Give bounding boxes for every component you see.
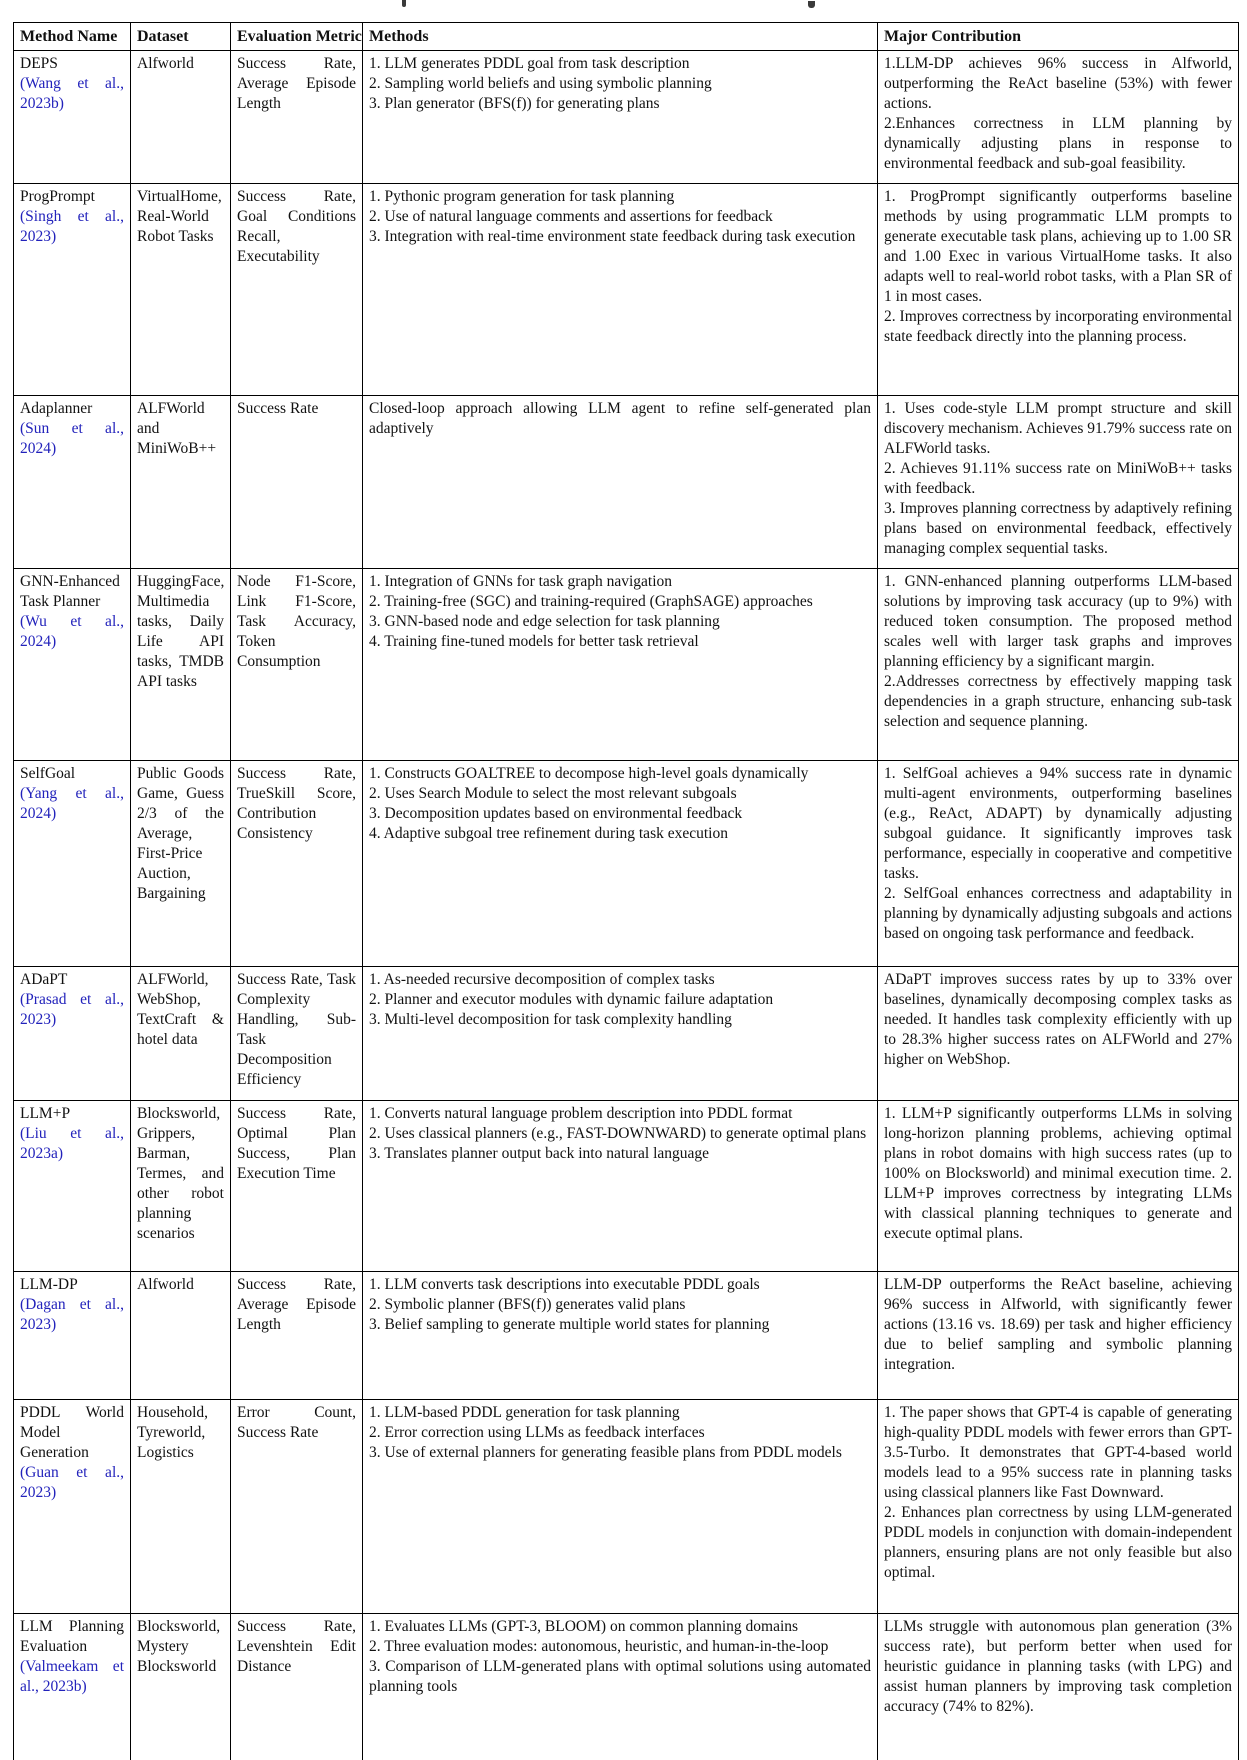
column-header-methods: Methods <box>363 23 878 51</box>
major-contribution-cell <box>878 1614 1239 1760</box>
cell-paragraph: 3. Use of external planners for generating feasible plans from PDDL models <box>369 1444 842 1461</box>
method-name-cell <box>14 1400 131 1614</box>
cell-paragraph: 1. As-needed recursive decomposition of complex tasks <box>369 971 715 988</box>
dataset-cell: Alfworld <box>131 51 231 184</box>
cell-paragraph: 2. Sampling world beliefs and using symbolic planning <box>369 75 712 92</box>
methods-cell <box>363 761 878 967</box>
method-name-cell <box>14 569 131 761</box>
cell-paragraph: 2. Symbolic planner (BFS(f)) generates valid plans <box>369 1296 686 1313</box>
citation-link[interactable]: (Singh et al., 2023) <box>20 208 124 245</box>
cell-paragraph: 1.LLM-DP achieves 96% success in Alfworld, outperforming the ReAct baseline (53%) with fewer actions. <box>884 55 1232 112</box>
citation-link[interactable]: (Valmeekam et al., 2023b) <box>20 1658 124 1695</box>
cell-paragraph: 2. Error correction using LLMs as feedback interfaces <box>369 1424 705 1441</box>
methods-cell <box>363 184 878 396</box>
citation-link[interactable]: (Dagan et al., 2023) <box>20 1296 124 1333</box>
method-name-cell <box>14 396 131 569</box>
evaluation-metric-cell: Error Count, Success Rate <box>231 1400 363 1614</box>
citation-link[interactable]: (Guan et al., 2023) <box>20 1464 124 1501</box>
cell-paragraph: LLMs struggle with autonomous plan generation (3% success rate), but perform better when used for heuristic guidance in planning tasks (with LPG) and assist human planners by improving task completion accuracy (74% to 82%). <box>884 1618 1232 1715</box>
cell-paragraph: 1. Uses code-style LLM prompt structure and skill discovery mechanism. Achieves 91.79% success rate on ALFWorld tasks. <box>884 400 1232 457</box>
cell-paragraph: Closed-loop approach allowing LLM agent to refine self-generated plan adaptively <box>369 400 871 437</box>
cell-paragraph: 3. Comparison of LLM-generated plans with optimal solutions using automated planning tools <box>369 1658 871 1695</box>
method-name: DEPS <box>20 55 58 72</box>
evaluation-metric-cell: Success Rate, TrueSkill Score, Contribution Consistency <box>231 761 363 967</box>
citation-link[interactable]: (Sun et al., 2024) <box>20 420 124 457</box>
dataset-cell: HuggingFace, Multimedia tasks, Daily Life API tasks, TMDB API tasks <box>131 569 231 761</box>
cell-paragraph: 1. Integration of GNNs for task graph navigation <box>369 573 673 590</box>
major-contribution-cell <box>878 1272 1239 1400</box>
cell-paragraph: 3. Belief sampling to generate multiple world states for planning <box>369 1316 770 1333</box>
methods-cell <box>363 1400 878 1614</box>
cell-paragraph: 1. Constructs GOALTREE to decompose high-level goals dynamically <box>369 765 809 782</box>
dataset-cell: Alfworld <box>131 1272 231 1400</box>
major-contribution-cell <box>878 967 1239 1101</box>
cropped-caption-fragment <box>402 0 406 7</box>
dataset-cell: Household, Tyreworld, Logistics <box>131 1400 231 1614</box>
table-row <box>14 51 1239 184</box>
method-name: Adaplanner <box>20 400 93 417</box>
cell-paragraph: 3. Improves planning correctness by adaptively refining plans based on environmental feedback, effectively managing complex sequential tasks. <box>884 500 1232 557</box>
cell-paragraph: 1. LLM-based PDDL generation for task planning <box>369 1404 680 1421</box>
table-row <box>14 761 1239 967</box>
cell-paragraph: 3. Multi-level decomposition for task complexity handling <box>369 1011 732 1028</box>
column-header-evaluation-metric: Evaluation Metric <box>231 23 363 51</box>
major-contribution-cell <box>878 184 1239 396</box>
evaluation-metric-cell: Success Rate, Levenshtein Edit Distance <box>231 1614 363 1760</box>
method-name-cell <box>14 967 131 1101</box>
method-name-cell <box>14 761 131 967</box>
method-name-cell <box>14 51 131 184</box>
cell-paragraph: 2. Use of natural language comments and assertions for feedback <box>369 208 773 225</box>
table-header <box>14 23 1239 51</box>
cell-paragraph: LLM-DP outperforms the ReAct baseline, achieving 96% success in Alfworld, with significantly fewer actions (13.16 vs. 18.69) per task and higher efficiency due to belief sampling and symbolic planning integration. <box>884 1276 1232 1373</box>
evaluation-metric-cell: Success Rate, Average Episode Length <box>231 51 363 184</box>
methods-cell <box>363 396 878 569</box>
dataset-cell: Blocksworld, Grippers, Barman, Termes, and other robot planning scenarios <box>131 1101 231 1272</box>
cell-paragraph: 1. GNN-enhanced planning outperforms LLM-based solutions by improving task accuracy (up to 9%) with reduced token consumption. The proposed method scales well with larger task graphs and improves planning efficiency by a significant margin. <box>884 573 1232 670</box>
method-name: ADaPT <box>20 971 68 988</box>
methods-cell <box>363 1272 878 1400</box>
methods-cell <box>363 967 878 1101</box>
cell-paragraph: 2. Three evaluation modes: autonomous, heuristic, and human-in-the-loop <box>369 1638 829 1655</box>
method-name: GNN-Enhanced Task Planner <box>20 573 120 610</box>
cell-paragraph: 2. Improves correctness by incorporating environmental state feedback directly into the planning process. <box>884 308 1232 345</box>
table-row <box>14 1272 1239 1400</box>
method-name-cell <box>14 184 131 396</box>
header-row <box>14 23 1239 51</box>
cell-paragraph: 1. ProgPrompt significantly outperforms baseline methods by using programmatic LLM prompts to generate executable task plans, achieving up to 1.00 SR and 1.00 Exec in various VirtualHome tasks. It also adapts well to real-world robot tasks, with a Plan SR of 1 in most cases. <box>884 188 1232 305</box>
cell-paragraph: 1. LLM converts task descriptions into executable PDDL goals <box>369 1276 760 1293</box>
table-row <box>14 967 1239 1101</box>
evaluation-metric-cell: Success Rate, Goal Conditions Recall, Executability <box>231 184 363 396</box>
citation-link[interactable]: (Wang et al., 2023b) <box>20 75 124 112</box>
table-row <box>14 1101 1239 1272</box>
cell-paragraph: 2. Training-free (SGC) and training-required (GraphSAGE) approaches <box>369 593 813 610</box>
cell-paragraph: 2.Enhances correctness in LLM planning by dynamically adjusting plans in response to environmental feedback and sub-goal feasibility. <box>884 115 1232 172</box>
citation-link[interactable]: (Wu et al., 2024) <box>20 613 124 650</box>
method-name: ProgPrompt <box>20 188 95 205</box>
cell-paragraph: 3. Integration with real-time environment state feedback during task execution <box>369 228 856 245</box>
method-name: PDDL World Model Generation <box>20 1404 124 1461</box>
major-contribution-cell <box>878 1400 1239 1614</box>
column-header-major-contribution: Major Contribution <box>878 23 1239 51</box>
cell-paragraph: ADaPT improves success rates by up to 33% over baselines, dynamically decomposing complex tasks as needed. It handles task complexity efficiently with up to 28.3% higher success rates on ALFWorld and 27% higher on WebShop. <box>884 971 1232 1068</box>
major-contribution-cell <box>878 396 1239 569</box>
methods-cell <box>363 569 878 761</box>
citation-link[interactable]: (Prasad et al., 2023) <box>20 991 124 1028</box>
table-row <box>14 569 1239 761</box>
table-row <box>14 184 1239 396</box>
cell-paragraph: 1. Evaluates LLMs (GPT-3, BLOOM) on common planning domains <box>369 1618 799 1635</box>
evaluation-metric-cell: Node F1-Score, Link F1-Score, Task Accuracy, Token Consumption <box>231 569 363 761</box>
evaluation-metric-cell: Success Rate, Average Episode Length <box>231 1272 363 1400</box>
method-name-cell <box>14 1272 131 1400</box>
cell-paragraph: 2. SelfGoal enhances correctness and adaptability in planning by dynamically adjusting subgoals and actions based on ongoing task performance and feedback. <box>884 885 1232 942</box>
major-contribution-cell <box>878 51 1239 184</box>
evaluation-metric-cell: Success Rate <box>231 396 363 569</box>
table-row <box>14 1400 1239 1614</box>
column-header-dataset: Dataset <box>131 23 231 51</box>
methods-cell <box>363 51 878 184</box>
method-name: LLM-DP <box>20 1276 78 1293</box>
cell-paragraph: 3. Plan generator (BFS(f)) for generating plans <box>369 95 660 112</box>
cell-paragraph: 2. Planner and executor modules with dynamic failure adaptation <box>369 991 774 1008</box>
cell-paragraph: 1. The paper shows that GPT-4 is capable of generating high-quality PDDL models with fewer errors than GPT-3.5-Turbo. It demonstrates that GPT-4-based world models lead to a 95% success rate in planning tasks using classical planners like Fast Downward. <box>884 1404 1232 1501</box>
cell-paragraph: 3. Translates planner output back into natural language <box>369 1145 710 1162</box>
evaluation-metric-cell: Success Rate, Task Complexity Handling, Sub-Task Decomposition Efficiency <box>231 967 363 1101</box>
methods-survey-table <box>13 22 1239 1760</box>
methods-cell <box>363 1101 878 1272</box>
cell-paragraph: 1. LLM generates PDDL goal from task description <box>369 55 690 72</box>
dataset-cell: VirtualHome, Real-World Robot Tasks <box>131 184 231 396</box>
method-name: SelfGoal <box>20 765 76 782</box>
cropped-caption-fragment <box>808 1 815 8</box>
cell-paragraph: 2. Uses Search Module to select the most relevant subgoals <box>369 785 737 802</box>
cell-paragraph: 2.Addresses correctness by effectively mapping task dependencies in a graph structure, enhancing sub-task selection and sequence planning. <box>884 673 1232 730</box>
cell-paragraph: 3. Decomposition updates based on environmental feedback <box>369 805 743 822</box>
cell-paragraph: 1. SelfGoal achieves a 94% success rate in dynamic multi-agent environments, outperforming baselines (e.g., ReAct, ADAPT) by dynamically adjusting subgoal guidance. It significantly improves task performance, especially in cooperative and competitive tasks. <box>884 765 1232 882</box>
method-name-cell <box>14 1101 131 1272</box>
cell-paragraph: 2. Achieves 91.11% success rate on MiniWoB++ tasks with feedback. <box>884 460 1232 497</box>
cell-paragraph: 2. Uses classical planners (e.g., FAST-DOWNWARD) to generate optimal plans <box>369 1125 867 1142</box>
cell-paragraph: 2. Enhances plan correctness by using LLM-generated PDDL models in conjunction with domain-independent planners, ensuring plans are not only feasible but also optimal. <box>884 1504 1232 1581</box>
table-body <box>14 51 1239 1760</box>
cell-paragraph: 3. GNN-based node and edge selection for task planning <box>369 613 720 630</box>
method-name: LLM+P <box>20 1105 71 1122</box>
cell-paragraph: 4. Training fine-tuned models for better task retrieval <box>369 633 699 650</box>
citation-link[interactable]: (Yang et al., 2024) <box>20 785 124 822</box>
major-contribution-cell <box>878 569 1239 761</box>
methods-cell <box>363 1614 878 1760</box>
major-contribution-cell <box>878 1101 1239 1272</box>
cell-paragraph: 1. Converts natural language problem description into PDDL format <box>369 1105 793 1122</box>
column-header-method-name: Method Name <box>14 23 131 51</box>
citation-link[interactable]: (Liu et al., 2023a) <box>20 1125 124 1162</box>
dataset-cell: Blocksworld, Mystery Blocksworld <box>131 1614 231 1760</box>
dataset-cell: ALFWorld, WebShop, TextCraft & hotel data <box>131 967 231 1101</box>
cell-paragraph: 4. Adaptive subgoal tree refinement during task execution <box>369 825 728 842</box>
cell-paragraph: 1. LLM+P significantly outperforms LLMs in solving long-horizon planning problems, achieving optimal plans in robot domains with high success rates (up to 100% on Blocksworld) and minimal execution time. 2. LLM+P improves correctness by integrating LLMs with classical planning techniques to generate and execute optimal plans. <box>884 1105 1232 1242</box>
major-contribution-cell <box>878 761 1239 967</box>
dataset-cell: ALFWorld and MiniWoB++ <box>131 396 231 569</box>
method-name: LLM Planning Evaluation <box>20 1618 124 1655</box>
table-row <box>14 396 1239 569</box>
table-row <box>14 1614 1239 1760</box>
cell-paragraph: 1. Pythonic program generation for task planning <box>369 188 675 205</box>
method-name-cell <box>14 1614 131 1760</box>
evaluation-metric-cell: Success Rate, Optimal Plan Success, Plan Execution Time <box>231 1101 363 1272</box>
dataset-cell: Public Goods Game, Guess 2/3 of the Average, First-Price Auction, Bargaining <box>131 761 231 967</box>
